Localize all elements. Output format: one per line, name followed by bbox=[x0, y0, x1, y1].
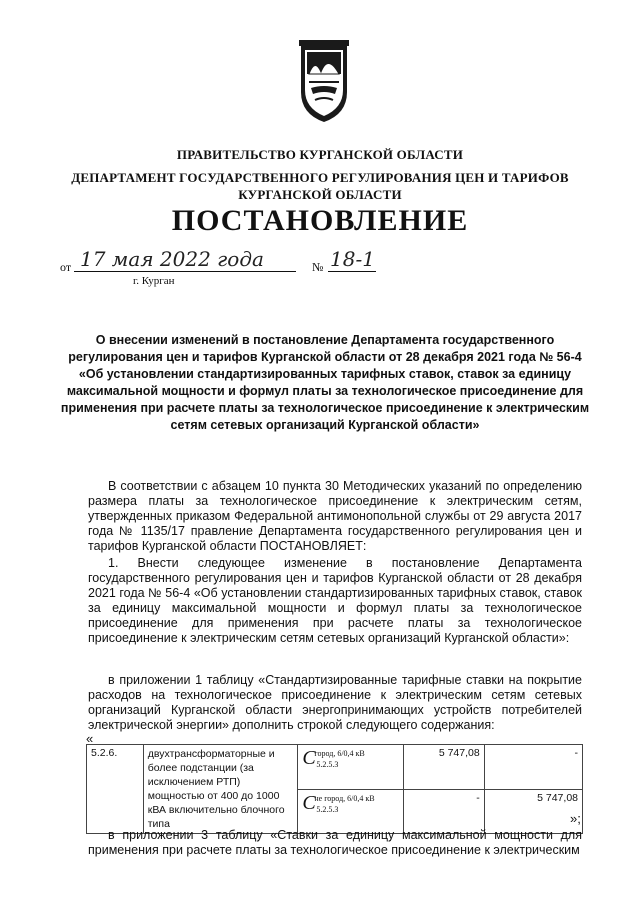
department-name-line1: ДЕПАРТАМЕНТ ГОСУДАРСТВЕННОГО РЕГУЛИРОВАНИЯ ЦЕН И ТАРИФОВ bbox=[71, 170, 569, 185]
formula bbox=[302, 792, 399, 818]
formula-symbol: C bbox=[302, 791, 316, 814]
formula-superscript: город, 6/0,4 кВ bbox=[314, 749, 365, 758]
formula-cell bbox=[298, 789, 404, 834]
formula bbox=[302, 747, 399, 773]
formula-cell bbox=[298, 745, 404, 790]
value-cell: - bbox=[484, 745, 582, 790]
document-title: ПОСТАНОВЛЕНИЕ bbox=[171, 204, 469, 237]
coat-of-arms-icon bbox=[295, 38, 353, 124]
formula-subscript: 5.2.5.3 bbox=[316, 760, 339, 769]
formula-subscript: 5.2.5.3 bbox=[316, 804, 339, 814]
body-paragraph-4: в приложении 3 таблицу «Ставки за единицу максимальной мощности для применения при расчете платы за технологическое присоединение к электрическим bbox=[88, 828, 582, 857]
handwritten-number: 18-1 bbox=[330, 247, 375, 271]
body-paragraph-1: В соответствии с абзацем 10 пункта 30 Методических указаний по определению размера платы за технологическое присоединение к электрическим сетям, утвержденных приказом Федеральной антимонопольной службы от 29 августа 2017 года № 1135/17 правление Департамента государственного регулирования цен и тарифов Курганской области ПОСТАНОВЛЯЕТ: bbox=[88, 479, 582, 553]
formula-superscript: не город, 6/0,4 кВ bbox=[314, 793, 375, 803]
handwritten-date: 17 мая 2022 года bbox=[80, 247, 264, 271]
document-subject: О внесении изменений в постановление Департамента государственного регулирования цен и тарифов Курганской области от 28 декабря 2021 года № 56-4 «Об установлении стандартизированных тарифных ставок, ставок за единицу максимальной мощности и формул платы за технологическое присоединение для применения при расчете платы за технологическое присоединение к электрическим сетям сетевых организаций Курганской области» bbox=[60, 333, 590, 432]
date-underline bbox=[74, 271, 296, 272]
body-paragraph-3: в приложении 1 таблицу «Стандартизированные тарифные ставки на покрытие расходов на технологическое присоединение к электрическим сетям сетевых организаций Курганской области энергопринимающих устройств потребителей электрической энергии» дополнить строкой следующего содержания: bbox=[88, 673, 582, 732]
number-underline bbox=[328, 271, 376, 272]
tariff-table-row bbox=[86, 744, 583, 834]
date-number-line bbox=[60, 247, 390, 277]
department-name-line2: КУРГАНСКОЙ ОБЛАСТИ bbox=[238, 187, 402, 202]
quote-open: « bbox=[86, 731, 94, 746]
value-cell: 5 747,08 bbox=[404, 745, 485, 790]
quote-close: »; bbox=[570, 811, 581, 826]
formula-symbol: C bbox=[302, 747, 316, 769]
body-paragraph-2: 1. Внести следующее изменение в постановление Департамента государственного регулирования цен и тарифов Курганской области от 28 декабря 2021 года № 56-4 «Об установлении стандартизированных тарифных ставок, ставок за единицу максимальной мощности и формул платы за технологическое присоединение для применения при расчете платы за технологическое присоединение к электрическим сетям сетевых организаций Курганской области»: bbox=[88, 556, 582, 645]
from-label: от bbox=[60, 260, 72, 274]
row-code: 5.2.6. bbox=[87, 745, 144, 834]
number-label: № bbox=[312, 260, 324, 274]
row-description: двухтрансформаторные и более подстанции (за исключением РТП) мощностью от 400 до 1000 кВА включительно блочного типа bbox=[143, 745, 298, 834]
government-name: ПРАВИТЕЛЬСТВО КУРГАНСКОЙ ОБЛАСТИ bbox=[176, 147, 464, 162]
value-cell: - bbox=[404, 789, 485, 834]
value-cell: 5 747,08 bbox=[484, 789, 582, 834]
table-row bbox=[87, 745, 583, 790]
city-label: г. Курган bbox=[133, 275, 175, 287]
